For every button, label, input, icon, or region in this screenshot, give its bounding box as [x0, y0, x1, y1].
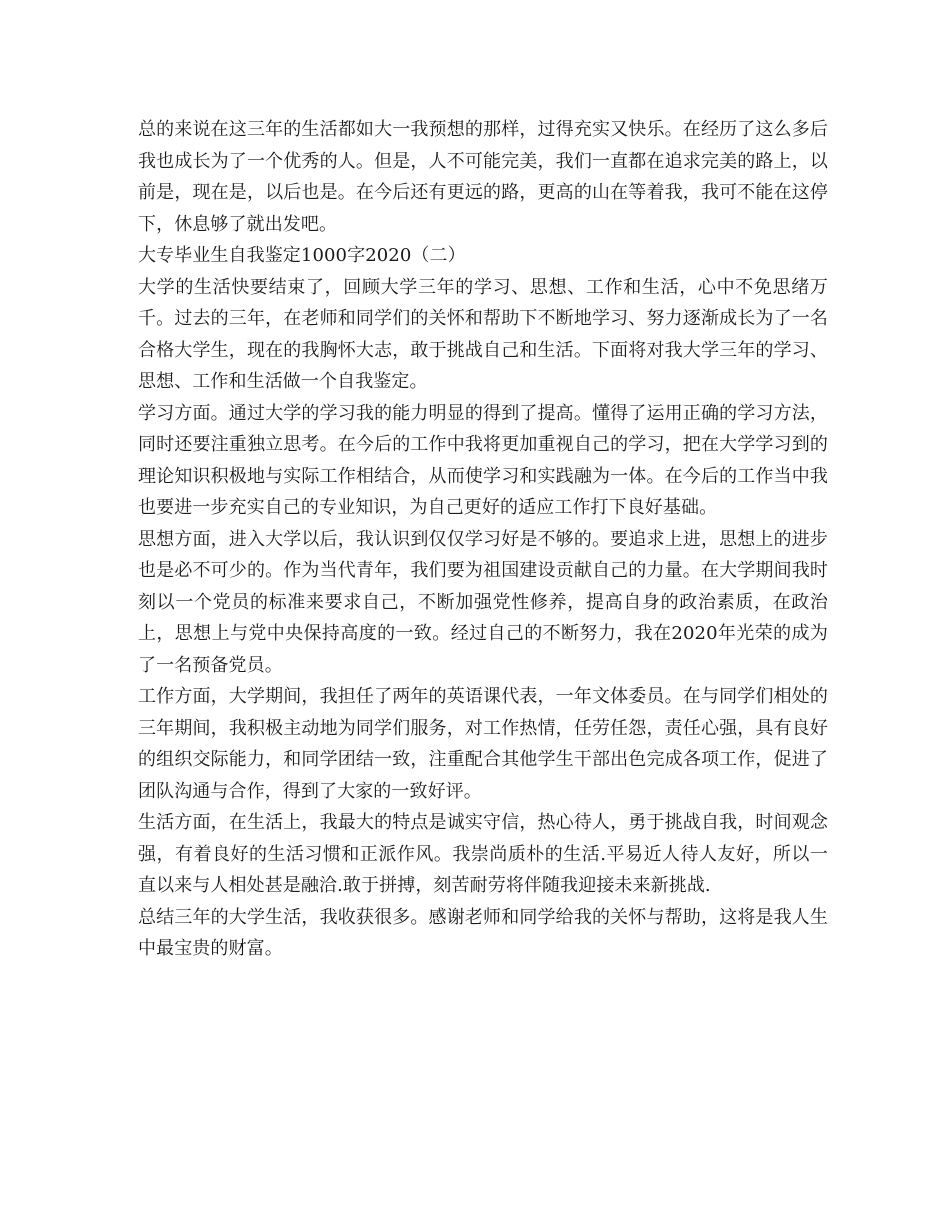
paragraph-life: 生活方面，在生活上，我最大的特点是诚实守信，热心待人，勇于挑战自我，时间观念强，有着良好的生活习惯和正派作风。我崇尚质朴的生活.平易近人待人友好，所以一直以来与人相处甚是融洽.敢于拼搏，刻苦耐劳将伴随我迎接未来新挑战.: [138, 812, 828, 896]
paragraph-ideology: 思想方面，进入大学以后，我认识到仅仅学习好是不够的。要追求上进，思想上的进步也是必不可少的。作为当代青年，我们要为祖国建设贡献自己的力量。在大学期间我时刻以一个党员的标准来要求自己，不断加强党性修养，提高自身的政治素质，在政治上，思想上与党中央保持高度的一致。经过自己的不断努力，我在2020年光荣的成为了一名预备党员。: [138, 528, 828, 676]
paragraph-conclusion: 总结三年的大学生活，我收获很多。感谢老师和同学给我的关怀与帮助，这将是我人生中最宝贵的财富。: [138, 906, 828, 959]
paragraph-closing-summary: 总的来说在这三年的生活都如大一我预想的那样，过得充实又快乐。在经历了这么多后我也成长为了一个优秀的人。但是，人不可能完美，我们一直都在追求完美的路上，以前是，现在是，以后也是。在今后还有更远的路，更高的山在等着我，我可不能在这停下，休息够了就出发吧。: [138, 119, 828, 235]
paragraph-study: 学习方面。通过大学的学习我的能力明显的得到了提高。懂得了运用正确的学习方法，同时还要注重独立思考。在今后的工作中我将更加重视自己的学习，把在大学学习到的理论知识积极地与实际工作相结合，从而使学习和实践融为一体。在今后的工作当中我也要进一步充实自己的专业知识，为自己更好的适应工作打下良好基础。: [138, 402, 828, 518]
document-body: [138, 114, 828, 965]
section-heading: 大专毕业生自我鉴定1000字2020（二）: [138, 245, 466, 266]
paragraph-introduction: 大学的生活快要结束了，回顾大学三年的学习、思想、工作和生活，心中不免思绪万千。过去的三年，在老师和同学们的关怀和帮助下不断地学习、努力逐渐成长为了一名合格大学生，现在的我胸怀大志，敢于挑战自己和生活。下面将对我大学三年的学习、思想、工作和生活做一个自我鉴定。: [138, 276, 828, 392]
paragraph-work: 工作方面，大学期间，我担任了两年的英语课代表，一年文体委员。在与同学们相处的三年期间，我积极主动地为同学们服务，对工作热情，任劳任怨，责任心强，具有良好的组织交际能力，和同学团结一致，注重配合其他学生干部出色完成各项工作，促进了团队沟通与合作，得到了大家的一致好评。: [138, 686, 828, 802]
